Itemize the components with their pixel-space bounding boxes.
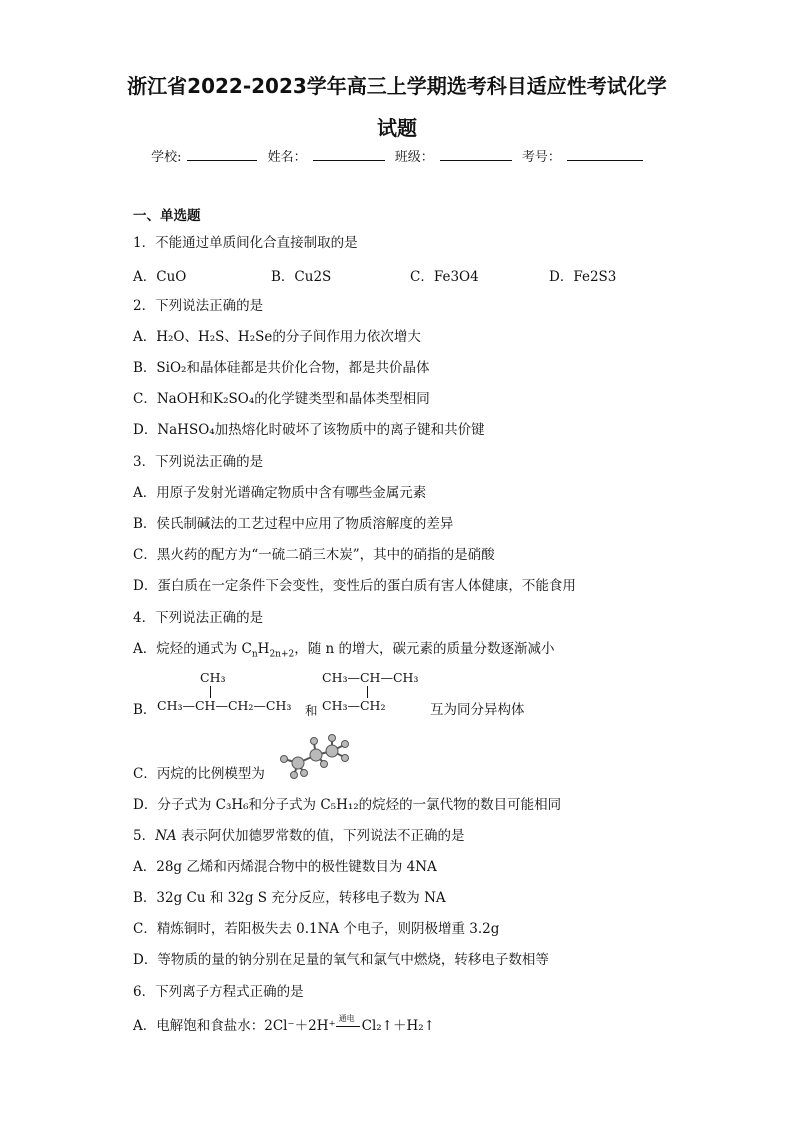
class-label: 班级： <box>394 150 434 165</box>
q6-stem: 6．下列离子方程式正确的是 <box>133 984 304 1000</box>
q1-option-d: D．Fe2S3 <box>549 269 617 285</box>
q4-option-b-text: 互为同分异构体 <box>430 702 525 718</box>
class-blank[interactable] <box>440 148 512 161</box>
school-label: 学校: <box>151 150 182 165</box>
q5-option-b: B．32g Cu 和 32g S 充分反应，转移电子数为 NA <box>133 890 446 906</box>
q4-option-a: A．烷烃的通式为 $C_nH_{2n+2}$，随 n 的增大，碳元素的质量分数逐渐减小 <box>133 641 555 660</box>
q5-option-a: A．28g 乙烯和丙烯混合物中的极性键数目为 4NA <box>133 859 437 875</box>
q1-option-a: A．CuO <box>133 269 187 285</box>
q4-b-struct2-top: CH₃—CH—CH₃ <box>322 670 419 685</box>
q2-stem: 2．下列说法正确的是 <box>133 298 264 314</box>
q4-b-and: 和 <box>305 703 318 718</box>
q4-option-b-label: B． <box>133 702 157 718</box>
exam-no-label: 考号： <box>521 150 561 165</box>
q1-stem: 1．不能通过单质间化合直接制取的是 <box>133 235 358 251</box>
propane-ball-model-image <box>270 733 356 779</box>
q3-option-d: D．蛋白质在一定条件下会变性，变性后的蛋白质有害人体健康，不能食用 <box>133 578 576 594</box>
q4-option-d: D．分子式为 C₃H₆和分子式为 C₅H₁₂的烷烃的一氯代物的数目可能相同 <box>133 797 562 813</box>
exam-title-line2: 试题 <box>377 116 417 140</box>
section-heading: 一、单选题 <box>133 208 201 224</box>
q4-b-struct1-branch: CH₃ <box>200 670 226 685</box>
q3-option-a: A．用原子发射光谱确定物质中含有哪些金属元素 <box>133 485 427 501</box>
q4-option-c: C．丙烷的比例模型为 <box>133 766 265 782</box>
school-blank[interactable] <box>187 148 257 161</box>
q2-option-c: C．NaOH和K₂SO₄的化学键类型和晶体类型相同 <box>133 391 430 407</box>
exam-title-line1: 浙江省2022-2023学年高三上学期选考科目适应性考试化学 <box>127 74 667 98</box>
student-info-row <box>0 146 794 165</box>
q5-stem: 5．NA 表示阿伏加德罗常数的值，下列说法不正确的是 <box>133 828 465 844</box>
name-label: 姓名： <box>267 150 307 165</box>
name-blank[interactable] <box>313 148 385 161</box>
q3-option-c: C．黑火药的配方为“一硫二硝三木炭”，其中的硝指的是硝酸 <box>133 547 495 563</box>
q4-b-struct2-bottom: CH₃—CH₂ <box>322 698 386 713</box>
q2-option-b: B．SiO₂和晶体硅都是共价化合物，都是共价晶体 <box>133 360 430 376</box>
exam-no-blank[interactable] <box>567 148 643 161</box>
q3-stem: 3．下列说法正确的是 <box>133 454 264 470</box>
q4-stem: 4．下列说法正确的是 <box>133 610 264 626</box>
q6-option-a: A．电解饱和食盐水：2Cl⁻＋2H⁺ 通电 Cl₂↑＋H₂↑ <box>133 1013 435 1034</box>
q5-option-c: C．精炼铜时，若阳极失去 0.1NA 个电子，则阴极增重 3.2g <box>133 921 500 937</box>
q1-option-b: B．Cu2S <box>271 269 332 285</box>
q4-b-struct1-main: CH₃—CH—CH₂—CH₃ <box>157 698 292 713</box>
q2-option-d: D．NaHSO₄加热熔化时破坏了该物质中的离子键和共价键 <box>133 422 485 438</box>
q4-b-struct1-bond <box>210 686 211 698</box>
q3-option-b: B．侯氏制碱法的工艺过程中应用了物质溶解度的差异 <box>133 516 454 532</box>
q2-option-a: A．H₂O、H₂S、H₂Se的分子间作用力依次增大 <box>133 329 421 345</box>
q4-b-struct2-bond <box>367 686 368 698</box>
q1-option-c: C．Fe3O4 <box>410 269 479 285</box>
q5-option-d: D．等物质的量的钠分别在足量的氧气和氯气中燃烧，转移电子数相等 <box>133 952 549 968</box>
electrolysis-arrow: 通电 <box>336 1020 362 1034</box>
